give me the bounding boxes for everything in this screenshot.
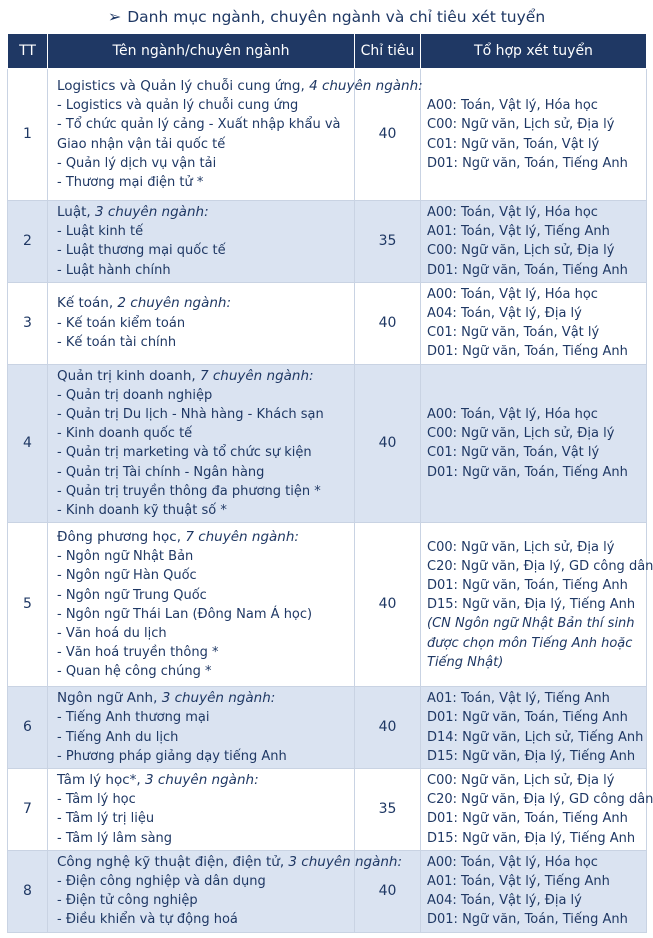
specialization-item: - Quản trị doanh nghiệp (57, 387, 213, 403)
specialization-item: - Logistics và quản lý chuỗi cung ứng (57, 98, 299, 114)
combo-cell (421, 201, 647, 283)
combo-item: A04: Toán, Vật lý, Địa lý (427, 893, 582, 909)
combo-item: D01: Ngữ văn, Toán, Tiếng Anh (427, 464, 628, 480)
combo-item: A04: Toán, Vật lý, Địa lý (427, 306, 582, 322)
major-cell (48, 282, 355, 364)
major-cell (48, 364, 355, 523)
major-title (57, 77, 423, 96)
combo-cell (421, 850, 647, 932)
combo-item: A00: Toán, Vật lý, Hóa học (427, 286, 598, 302)
table-row (8, 687, 647, 769)
combo-item: D01: Ngữ văn, Toán, Tiếng Anh (427, 912, 628, 928)
row-number: 6 (8, 687, 48, 769)
specialization-count: 7 chuyên ngành: (199, 367, 314, 384)
combo-item: D15: Ngữ văn, Địa lý, Tiếng Anh (427, 597, 636, 613)
header-name: Tên ngành/chuyên ngành (48, 34, 355, 69)
table-row (8, 282, 647, 364)
specialization-count: 3 chuyên ngành: (95, 204, 209, 220)
specialization-item: - Kinh doanh kỹ thuật số * (57, 503, 227, 519)
specialization-item: - Quản lý dịch vụ vận tải (57, 155, 217, 171)
specialization-item: - Luật kinh tế (57, 224, 144, 240)
row-number: 2 (8, 201, 48, 283)
quota-cell: 40 (355, 364, 421, 523)
major-cell (48, 769, 355, 851)
specialization-item: - Kế toán tài chính (57, 334, 177, 350)
combo-item: A01: Toán, Vật lý, Tiếng Anh (427, 224, 610, 240)
combo-item: C00: Ngữ văn, Lịch sử, Địa lý (427, 243, 615, 259)
combo-cell (421, 364, 647, 523)
specialization-item: - Tâm lý trị liệu (57, 811, 155, 827)
specialization-item: - Tâm lý lâm sàng (57, 830, 173, 846)
major-cell (48, 523, 355, 687)
combo-item: C00: Ngữ văn, Lịch sử, Địa lý (427, 117, 615, 133)
table-row (8, 850, 647, 932)
combo-item: C20: Ngữ văn, Địa lý, GD công dân (427, 792, 653, 808)
major-title (57, 853, 403, 872)
major-title (57, 203, 350, 222)
specialization-item: - Điện công nghiệp và dân dụng (57, 874, 266, 890)
combo-item: D01: Ngữ văn, Toán, Tiếng Anh (427, 155, 628, 171)
combo-item: C00: Ngữ văn, Lịch sử, Địa lý (427, 773, 615, 789)
combo-cell (421, 282, 647, 364)
major-title (57, 367, 350, 386)
combo-item: D01: Ngữ văn, Toán, Tiếng Anh (427, 811, 628, 827)
page-title (0, 0, 653, 33)
specialization-item: - Quản trị truyền thông đa phương tiện * (57, 483, 321, 499)
major-title (57, 528, 350, 547)
combo-item: C20: Ngữ văn, Địa lý, GD công dân (427, 558, 653, 574)
table-header-row (8, 34, 647, 69)
majors-table (7, 33, 653, 933)
specialization-item: - Ngôn ngữ Trung Quốc (57, 587, 207, 603)
quota-cell: 40 (355, 687, 421, 769)
row-number: 8 (8, 850, 48, 932)
specialization-item: - Quan hệ công chúng * (57, 664, 212, 680)
specialization-count: 3 chuyên ngành: (145, 772, 259, 789)
header-combo: Tổ hợp xét tuyển (421, 34, 647, 69)
major-name: Luật, (57, 204, 91, 220)
quota-cell: 35 (355, 201, 421, 283)
combo-item: D15: Ngữ văn, Địa lý, Tiếng Anh (427, 830, 636, 846)
quota-cell: 40 (355, 282, 421, 364)
header-quota: Chỉ tiêu (355, 34, 421, 69)
combo-cell (421, 769, 653, 851)
page-title-text: Danh mục ngành, chuyên ngành và chỉ tiêu xét tuyển (127, 7, 546, 26)
specialization-item: - Ngôn ngữ Thái Lan (Đông Nam Á học) (57, 606, 313, 622)
specialization-item: - Tiếng Anh du lịch (57, 729, 179, 745)
major-cell (48, 201, 355, 283)
specialization-item: - Ngôn ngữ Nhật Bản (57, 549, 194, 565)
specialization-item: - Kế toán kiểm toán (57, 315, 186, 331)
specialization-item: - Thương mại điện tử * (57, 174, 204, 190)
major-name: Ngôn ngữ Anh, (57, 690, 158, 707)
specialization-item: - Quản trị marketing và tổ chức sự kiện (57, 445, 312, 461)
specialization-item: - Tổ chức quản lý cảng - Xuất nhập khẩu và (57, 117, 341, 133)
combo-cell (421, 523, 653, 687)
specialization-count: 3 chuyên ngành: (161, 690, 276, 707)
major-title (57, 689, 350, 708)
combo-cell (421, 69, 647, 201)
specialization-item: - Điện tử công nghiệp (57, 893, 198, 909)
specialization-item: - Tâm lý học (57, 792, 136, 808)
major-title (57, 294, 350, 313)
major-name: Quản trị kinh doanh, (57, 367, 196, 384)
specialization-item: - Quản trị Tài chính - Ngân hàng (57, 464, 265, 480)
table-row (8, 769, 647, 851)
combo-item: A00: Toán, Vật lý, Hóa học (427, 98, 598, 114)
combo-item: C00: Ngữ văn, Lịch sử, Địa lý (427, 539, 615, 555)
row-number: 7 (8, 769, 48, 851)
quota-cell: 40 (355, 69, 421, 201)
combo-cell (421, 687, 647, 769)
combo-item: C01: Ngữ văn, Toán, Vật lý (427, 136, 600, 152)
major-name: Tâm lý học*, (57, 772, 141, 789)
quota-cell: 40 (355, 850, 421, 932)
row-number: 1 (8, 69, 48, 201)
specialization-item: Giao nhận vận tải quốc tế (57, 136, 226, 152)
specialization-item: - Văn hoá truyền thông * (57, 645, 219, 661)
major-cell (48, 687, 355, 769)
specialization-item: - Tiếng Anh thương mại (57, 710, 210, 726)
table-row (8, 201, 647, 283)
specialization-item: - Luật thương mại quốc tế (57, 243, 226, 259)
row-number: 3 (8, 282, 48, 364)
specialization-item: - Văn hoá du lịch (57, 625, 167, 641)
specialization-item: - Kinh doanh quốc tế (57, 426, 193, 442)
combo-item: A00: Toán, Vật lý, Hóa học (427, 205, 598, 220)
specialization-item: - Quản trị Du lịch - Nhà hàng - Khách sạn (57, 407, 324, 423)
quota-cell: 40 (355, 523, 421, 687)
specialization-item: - Luật hành chính (57, 262, 171, 278)
combo-item: D01: Ngữ văn, Toán, Tiếng Anh (427, 344, 628, 360)
combo-item: D01: Ngữ văn, Toán, Tiếng Anh (427, 262, 628, 278)
table-row (8, 364, 647, 523)
combo-item: C01: Ngữ văn, Toán, Vật lý (427, 445, 600, 461)
major-name: Logistics và Quản lý chuỗi cung ứng, (57, 77, 305, 94)
major-name: Công nghệ kỹ thuật điện, điện tử, (57, 853, 285, 870)
specialization-count: 7 chuyên ngành: (185, 528, 299, 545)
table-row (8, 69, 647, 201)
combo-item: D15: Ngữ văn, Địa lý, Tiếng Anh (427, 748, 636, 764)
combo-item: D01: Ngữ văn, Toán, Tiếng Anh (427, 710, 628, 726)
row-number: 5 (8, 523, 48, 687)
quota-cell: 35 (355, 769, 421, 851)
combo-item: A01: Toán, Vật lý, Tiếng Anh (427, 691, 610, 707)
arrow-right-icon: ➢ (107, 7, 122, 26)
table-row (8, 523, 647, 687)
specialization-item: - Điều khiển và tự động hoá (57, 912, 238, 928)
combo-item: A00: Toán, Vật lý, Hóa học (427, 854, 598, 870)
combo-note: (CN Ngôn ngữ Nhật Bản thí sinh được chọn môn Tiếng Anh hoặc Tiếng Nhật) (427, 616, 635, 670)
specialization-count: 3 chuyên ngành: (288, 853, 403, 870)
major-name: Kế toán, (57, 295, 114, 312)
combo-item: D14: Ngữ văn, Lịch sử, Tiếng Anh (427, 729, 644, 745)
combo-item: A01: Toán, Vật lý, Tiếng Anh (427, 874, 610, 890)
combo-item: C00: Ngữ văn, Lịch sử, Địa lý (427, 426, 615, 442)
specialization-item: - Phương pháp giảng dạy tiếng Anh (57, 748, 287, 764)
specialization-count: 2 chuyên ngành: (117, 295, 232, 312)
major-name: Đông phương học, (57, 528, 182, 545)
major-title (57, 771, 350, 790)
combo-item: A00: Toán, Vật lý, Hóa học (427, 407, 598, 423)
combo-item: D01: Ngữ văn, Toán, Tiếng Anh (427, 577, 628, 593)
specialization-item: - Ngôn ngữ Hàn Quốc (57, 568, 197, 584)
row-number: 4 (8, 364, 48, 523)
combo-item: C01: Ngữ văn, Toán, Vật lý (427, 325, 600, 341)
specialization-count: 4 chuyên ngành: (309, 77, 423, 94)
header-tt: TT (8, 34, 48, 69)
